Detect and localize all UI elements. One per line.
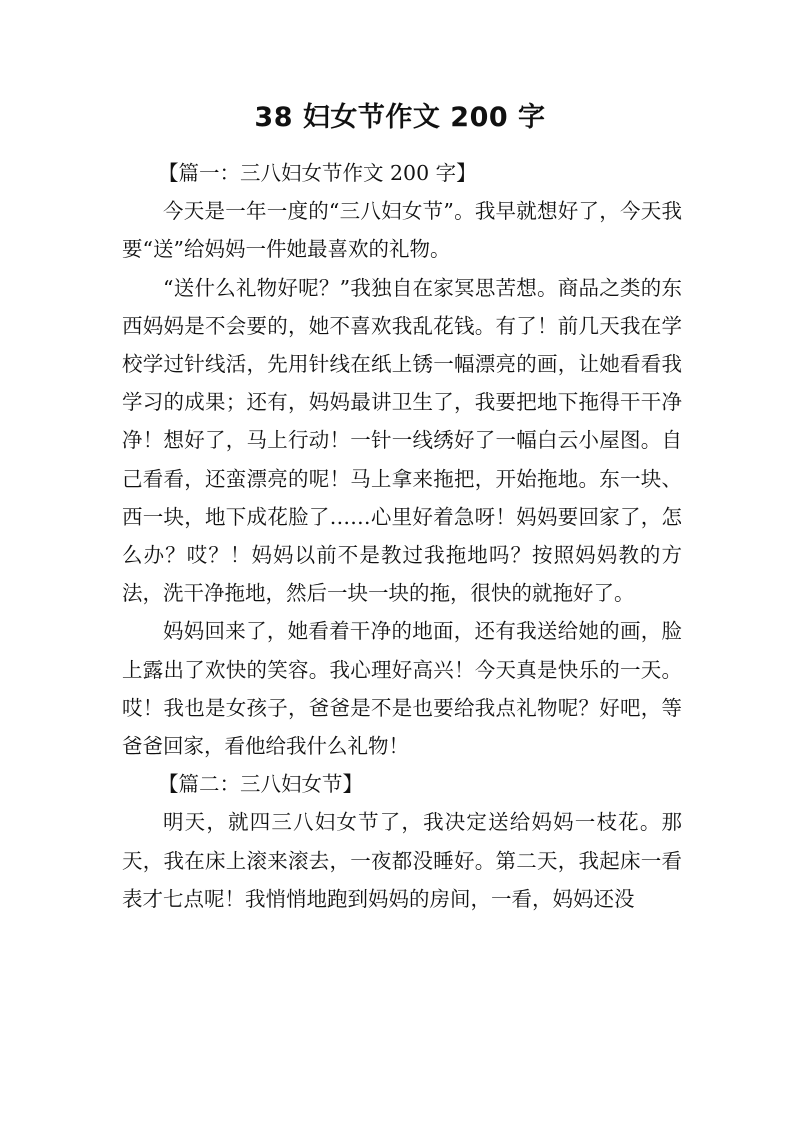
document-body (122, 154, 682, 918)
section-1-paragraph-1: 今天是一年一度的“三八妇女节”。我早就想好了，今天我要“送”给妈妈一件她最喜欢的礼物。 (122, 199, 682, 262)
section-heading-1: 【篇一：三八妇女节作文 200 字】 (158, 161, 477, 185)
section-heading-2: 【篇二：三八妇女节】 (158, 772, 363, 797)
section-1-paragraph-2: “送什么礼物好呢？”我独自在家冥思苦想。商品之类的东西妈妈是不会要的，她不喜欢我乱花钱。有了！前几天我在学校学过针线活，先用针线在纸上锈一幅漂亮的画，让她看看我学习的成果；还有，妈妈最讲卫生了，我要把地下拖得干干净净！想好了，马上行动！一针一线绣好了一幅白云小屋图。自己看看，还蛮漂亮的呢！马上拿来拖把，开始拖地。东一块、西一块，地下成花脸了……心里好着急呀！妈妈要回家了，怎么办？哎？！妈妈以前不是教过我拖地吗？按照妈妈教的方法，洗干净拖地，然后一块一块的拖，很快的就拖好了。 (122, 275, 682, 606)
section-1-paragraph-3: 妈妈回来了，她看着干净的地面，还有我送给她的画，脸上露出了欢快的笑容。我心理好高兴！今天真是快乐的一天。哎！我也是女孩子，爸爸是不是也要给我点礼物呢？好吧，等爸爸回家，看他给我什么礼物！ (122, 619, 682, 759)
section-2-paragraph-1: 明天，就四三八妇女节了，我决定送给妈妈一枝花。那天，我在床上滚来滚去，一夜都没睡好。第二天，我起床一看表才七点呢！我悄悄地跑到妈妈的房间，一看，妈妈还没 (122, 810, 682, 911)
document-title: 38 妇女节作文 200 字 (254, 102, 546, 133)
